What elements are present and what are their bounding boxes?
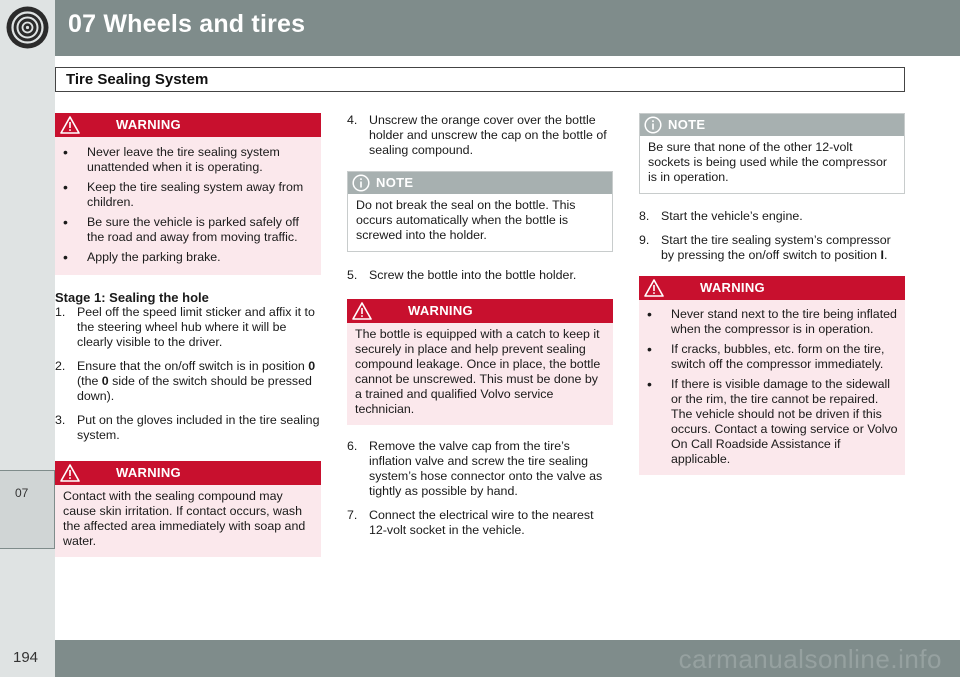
step-item [347,113,613,158]
list-item: • If cracks, bubbles, etc. form on the tire, switch off the compressor immediately. [643,342,901,372]
step-number: 6. [347,439,358,453]
step-number: 5. [347,268,358,282]
wheel-icon [5,5,50,50]
info-icon [644,116,662,134]
warning-text: The bottle is equipped with a catch to keep it securely in place and help prevent sealing compound leakage. Once in place, the bottle cannot be unscrewed. This must be done by a trained and qualified Volvo service technician. [355,327,601,416]
step-number: 4. [347,113,358,127]
step-text: Start the tire sealing system’s compressor by pressing the on/off switch to position [661,233,891,262]
steps-list [55,305,321,443]
list-item: • Apply the parking brake. [59,250,317,265]
chapter-sidebar [0,56,55,640]
footer-bar [0,640,960,677]
step-number: 9. [639,233,650,247]
warning-label: WARNING [408,303,473,318]
note-label: NOTE [376,175,414,190]
warning-triangle-icon [60,116,80,134]
step-number: 2. [55,359,66,373]
chapter-title: 07 Wheels and tires [68,10,306,38]
warning-box-3 [347,299,613,425]
warning-header [55,113,321,137]
warning-box-1 [55,113,321,275]
section-title-box [55,67,905,92]
list-item: • Never stand next to the tire being inflated when the compressor is in operation. [643,307,901,337]
warning-triangle-icon [644,279,664,297]
stage-title: Stage 1: Sealing the hole [55,290,209,305]
note-header [640,114,904,136]
note-box [639,113,905,194]
step-text: Peel off the speed limit sticker and affix it to the steering wheel hub where it will be clearly visible to the driver. [77,305,315,349]
page-number: 194 [13,649,39,666]
step-item [55,305,321,350]
note-text: Do not break the seal on the bottle. This occurs automatically when the bottle is screwed into the holder. [356,198,576,242]
step-number: 7. [347,508,358,522]
info-icon [352,174,370,192]
step-number: 1. [55,305,66,319]
warning-triangle-icon [352,302,372,320]
list-item: • Never leave the tire sealing system unattended when it is operating. [59,145,317,175]
note-label: NOTE [668,117,706,132]
step-text: Ensure that the on/off switch is in position [77,359,309,373]
step-item [639,233,905,263]
switch-position: 0 [101,374,109,388]
warning-box-4 [639,276,905,475]
note-header [348,172,612,194]
step-item [55,413,321,443]
warning-label: WARNING [116,465,181,480]
step-item [639,209,905,224]
watermark: carmanualsonline.info [678,644,942,674]
column-3 [639,113,905,475]
warning-label: WARNING [700,280,765,295]
step-text: Screw the bottle into the bottle holder. [369,268,577,282]
section-title: Tire Sealing System [66,71,209,88]
steps-list [347,439,613,538]
step-number: 8. [639,209,650,223]
step-item [347,508,613,538]
step-text: Start the vehicle’s engine. [661,209,803,223]
switch-position: 0 [308,359,316,373]
switch-position: I [880,248,884,262]
list-item: • Be sure the vehicle is parked safely off the road and away from moving traffic. [59,215,317,245]
step-item [55,359,321,404]
step-item [347,268,613,283]
chapter-icon-box [0,0,55,56]
warning-header [639,276,905,300]
step-item [347,439,613,499]
note-text: Be sure that none of the other 12-volt sockets is being used while the compressor is in operation. [648,140,887,184]
chapter-tab [0,470,55,549]
warning-text: Contact with the sealing compound may cause skin irritation. If contact occurs, wash the affected area immediately with soap and water. [63,489,306,548]
step-text: Put on the gloves included in the tire sealing system. [77,413,320,442]
warning-triangle-icon [60,464,80,482]
list-item: • If there is visible damage to the sidewall or the rim, the tire cannot be repaired. The vehicle should not be driven if this occurs. Contact a towing service or Volvo On Call Roadside Assistance if applicable. [643,377,901,467]
step-text: side of the switch should be pressed down). [77,374,312,403]
steps-list [347,113,613,158]
warning-box-2 [55,461,321,557]
note-box [347,171,613,252]
step-text: Connect the electrical wire to the nearest 12-volt socket in the vehicle. [369,508,594,537]
step-text: . [883,248,888,262]
warning-label: WARNING [116,117,181,132]
step-text: (the [77,374,102,388]
step-text: Remove the valve cap from the tire’s inflation valve and screw the tire sealing system’s hose connector onto the valve as tightly as possible by hand. [369,439,603,498]
warning-header [55,461,321,485]
page-number-box [0,640,55,677]
chapter-tab-label: 07 [15,486,29,500]
warning-header [347,299,613,323]
steps-list [639,209,905,263]
column-2 [347,113,613,547]
step-number: 3. [55,413,66,427]
list-item: • Keep the tire sealing system away from children. [59,180,317,210]
step-text: Unscrew the orange cover over the bottle holder and unscrew the cap on the bottle of sealing compound. [369,113,607,157]
column-1 [55,113,321,557]
steps-list [347,268,613,283]
